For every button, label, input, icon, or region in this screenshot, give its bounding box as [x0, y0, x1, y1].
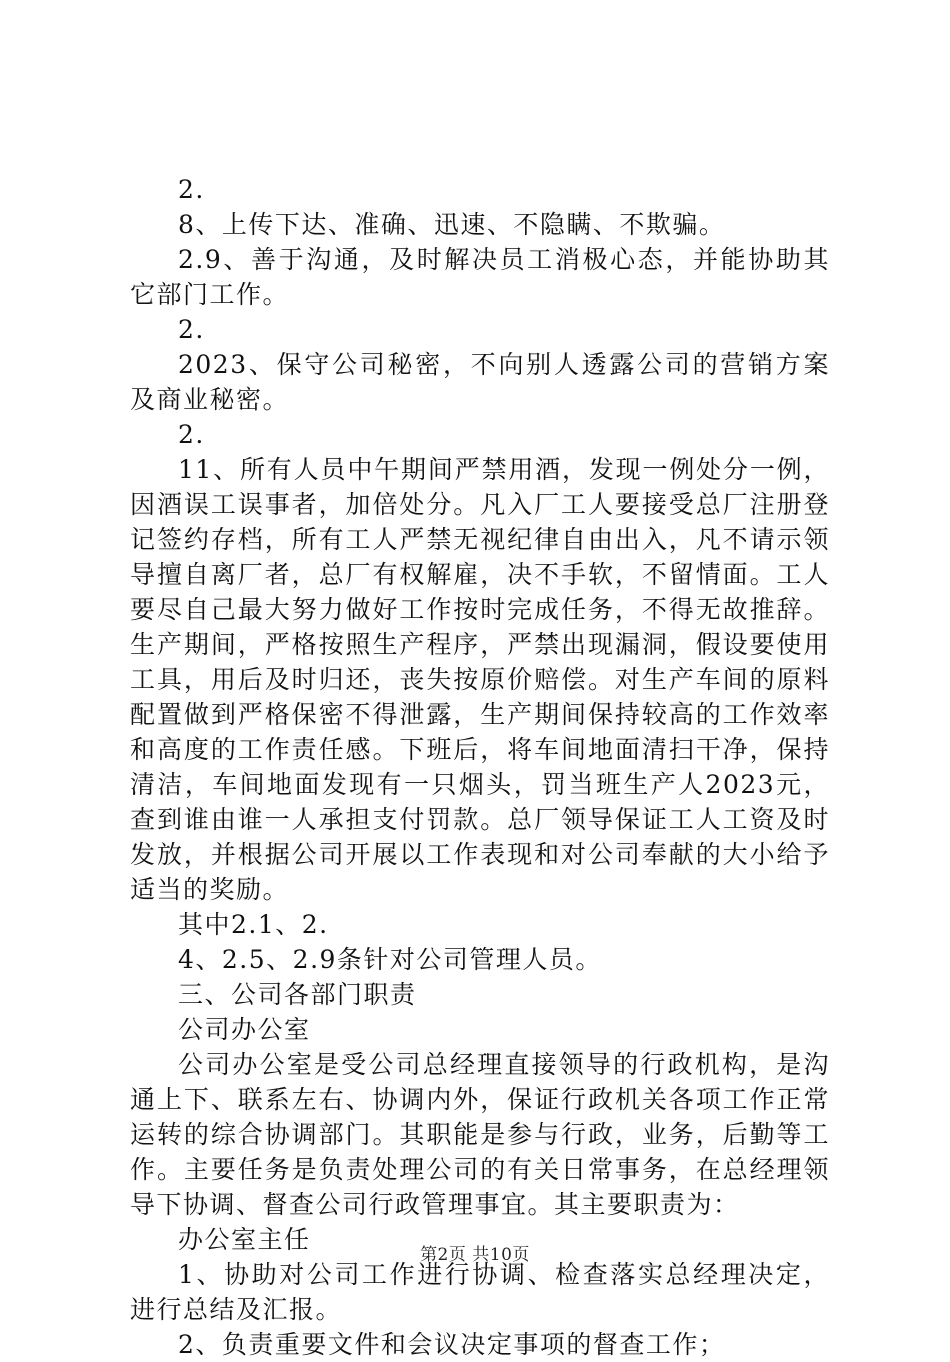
paragraph: 1、协助对公司工作进行协调、检查落实总经理决定，进行总结及汇报。: [130, 1260, 830, 1324]
paragraph: 4、2.5、2.9条针对公司管理人员。: [178, 945, 602, 974]
section-heading: 三、公司各部门职责: [178, 980, 417, 1009]
subsection-heading: 办公室主任: [178, 1225, 311, 1254]
paragraph: 其中2.1、2.: [178, 910, 329, 939]
paragraph: 11、所有人员中午期间严禁用酒，发现一例处分一例，因酒误工误事者，加倍处分。凡入厂工人要接受总厂注册登记签约存档，所有工人严禁无视纪律自由出入，凡不请示领导擅自离厂者，总厂有权解雇，决不手软，不留情面。工人要尽自己最大努力做好工作按时完成任务，不得无故推辞。生产期间，严格按照生产程序，严禁出现漏洞，假设要使用工具，用后及时归还，丧失按原价赔偿。对生产车间的原料配置做到严格保密不得泄露，生产期间保持较高的工作效率和高度的工作责任感。下班后，将车间地面清扫干净，保持清洁，车间地面发现有一只烟头，罚当班生产人2023元，查到谁由谁一人承担支付罚款。总厂领导保证工人工资及时发放，并根据公司开展以工作表现和对公司奉献的大小给予适当的奖励。: [130, 455, 830, 904]
page-number-footer: 第2页 共10页: [420, 1245, 530, 1265]
paragraph: 公司办公室是受公司总经理直接领导的行政机构，是沟通上下、联系左右、协调内外，保证行政机关各项工作正常运转的综合协调部门。其职能是参与行政，业务，后勤等工作。主要任务是负责处理公司的有关日常事务，在总经理领导下协调、督查公司行政管理事宜。其主要职责为：: [130, 1050, 830, 1219]
paragraph: 2023、保守公司秘密，不向别人透露公司的营销方案及商业秘密。: [130, 350, 830, 414]
paragraph: 2.: [178, 315, 205, 344]
paragraph: 2.: [178, 420, 205, 449]
paragraph: 2.: [178, 175, 205, 204]
paragraph: 2、负责重要文件和会议决定事项的督查工作；: [178, 1330, 726, 1359]
paragraph: 8、上传下达、准确、迅速、不隐瞒、不欺骗。: [178, 210, 726, 239]
document-body: [130, 172, 830, 1362]
paragraph: 2.9、善于沟通，及时解决员工消极心态，并能协助其它部门工作。: [130, 245, 830, 309]
subsection-heading: 公司办公室: [178, 1015, 311, 1044]
